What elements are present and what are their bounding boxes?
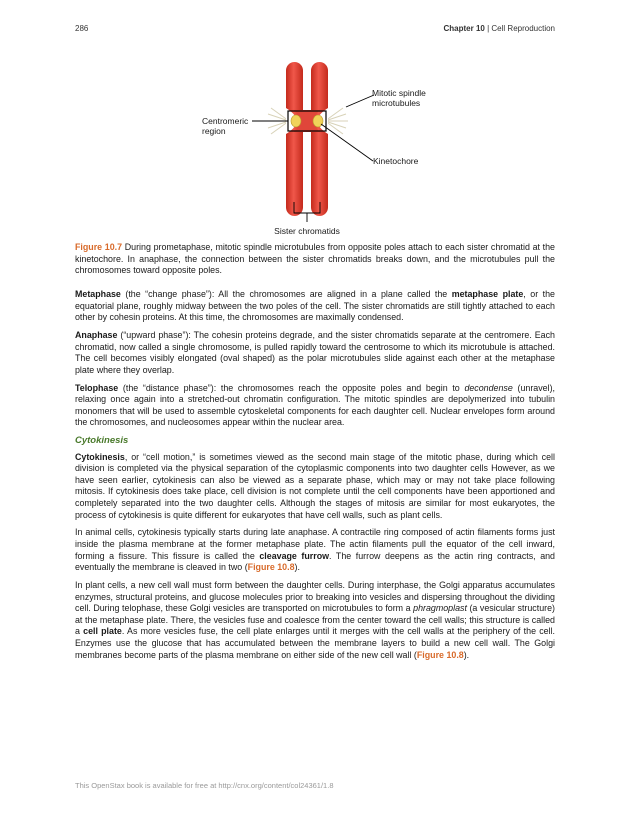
body-text [75,289,555,667]
anaphase-text: (“upward phase”): The cohesin proteins degrade, and the sister chromatids separate at the centromere. Each chromatid, now called a single chromosome, is pulled rapidly toward the centrosome to which its microtubule is attached. The cell becomes visibly elongated (oval shaped) as the polar microtubules slide against each other at the metaphase plate where they overlap. [75,329,555,375]
page-header [75,24,555,36]
telophase-text-2: (unravel), relaxing once again into a stretched-out chromatin configuration. The mitotic spindles are depolymerized into tubulin monomers that will be used to assemble cytoskeletal components for each daughter cell. Nuclear envelopes form around the chromosomes, and nucleosomes appear within the nuclear area. [75,382,555,428]
kinetochore-right [313,115,323,127]
chromatid-right [311,62,328,216]
figure-caption-label: Figure 10.7 [75,242,123,252]
paragraph-anaphase [75,330,555,376]
term-cell-plate: cell plate [83,626,122,637]
emphasis-decondense: decondense [464,382,513,393]
kinetochore-leader [321,124,373,161]
term-metaphase: Metaphase [75,289,121,299]
paragraph-cytokinesis-2 [75,527,555,573]
chapter-title [444,24,555,33]
chromatid-left [286,62,303,216]
metaphase-text-2: , or the equatorial plane, roughly midway between the two poles of the cell. The sister chromatids are still tightly attached to each other by cohesin proteins. At this time, the chromosomes are maximally condensed. [75,289,555,323]
label-sister-chromatids: Sister chromatids [274,226,340,236]
paragraph-metaphase [75,289,555,324]
page-number: 286 [75,24,89,33]
term-cleavage-furrow: cleavage furrow [259,550,330,561]
cytokinesis-3-text-3: . As more vesicles fuse, the cell plate enlarges until it merges with the cell walls at the periphery of the cell. Enzymes use the glucose that has accumulated between the membrane layers to build a new cell wall. The Golgi membranes become parts of the plasma membrane on either side of the new cell wall ( [75,626,555,660]
cytokinesis-1-text: , or “cell motion,” is sometimes viewed as the second main stage of the mitotic phase, during which cell division is completed via the physical separation of the cytoplasmic components into two daughter cells However, as we have seen earlier, cytokinesis can also be viewed as a separate phase, which may or may not take place following mitosis. If cytokinesis does take place, cell division is not complete until the cell components have been apportioned and completely separated into the two daughter cells. Although the stages of mitosis are similar for most eukaryotes, the process of cytokinesis is quite different for eukaryotes that have cell walls, such as plant cells. [75,451,555,520]
chapter-separator: | [484,24,492,33]
cytokinesis-3-text-1: In plant cells, a new cell wall must form between the daughter cells. During interphase, the Golgi apparatus accumulates enzymes, structural proteins, and glucose molecules prior to breaking into vesicles and dispersing throughout the dividing cell. During telophase, these Golgi vesicles are transported on microtubules to form a [75,580,555,614]
telophase-text-1: (the “distance phase”): the chromosomes reach the opposite poles and begin to [118,382,465,393]
figure-caption [75,242,555,277]
figure-10-8-link-2[interactable]: Figure 10.8 [416,649,464,660]
cytokinesis-3-text-2: (a vesicular structure) at the metaphase plate. There, the vesicles fuse and coalesce from the center toward the cell walls; this structure is called a [75,603,555,637]
chapter-section: Cell Reproduction [491,24,555,33]
label-mitotic-spindle: Mitotic spindle microtubules [372,88,426,108]
metaphase-text-1: (the “change phase”): All the chromosomes are aligned in a plane called the [120,289,452,299]
term-anaphase: Anaphase [75,329,118,340]
figure-caption-text: During prometaphase, mitotic spindle microtubules from opposite poles attach to each sister chromatid at the kinetochore. In anaphase, the connection between the sister chromatids breaks down, and the microtubules pull the chromosomes toward opposite poles. [75,242,555,275]
label-centromeric-region: Centromeric region [202,116,249,136]
figure-10-8-link-1[interactable]: Figure 10.8 [247,562,295,573]
spindle-leader [346,95,374,107]
chromosome-figure [75,50,555,240]
cytokinesis-2-text-2: . The furrow deepens as the actin ring contracts, and eventually the membrane is cleaved in two ( [75,550,555,573]
heading-cytokinesis: Cytokinesis [75,435,129,447]
spindle-microtubules-right [325,108,348,134]
label-kinetochore: Kinetochore [373,156,419,166]
term-cytokinesis: Cytokinesis [75,451,125,462]
cytokinesis-3-text-4: ). [463,649,470,660]
term-metaphase-plate: metaphase plate [451,289,524,299]
term-telophase: Telophase [75,382,119,393]
kinetochore-left [291,115,301,127]
paragraph-cytokinesis-3 [75,580,555,661]
emphasis-phragmoplast: phragmoplast [413,603,467,614]
cytokinesis-2-text-1: In animal cells, cytokinesis typically starts during late anaphase. A contractile ring composed of actin filaments forms just inside the plasma membrane at the former metaphase plate. The actin filaments pull the equator of the cell inward, forming a fissure. This fissure is called the [75,527,555,561]
paragraph-cytokinesis-1 [75,452,555,522]
chapter-number: Chapter 10 [443,24,485,33]
cytokinesis-2-text-3: ). [294,562,300,573]
paragraph-telophase [75,383,555,429]
page-footer: This OpenStax book is available for free at http://cnx.org/content/col24361/1.8 [75,781,334,790]
chromosome-diagram [75,50,555,240]
